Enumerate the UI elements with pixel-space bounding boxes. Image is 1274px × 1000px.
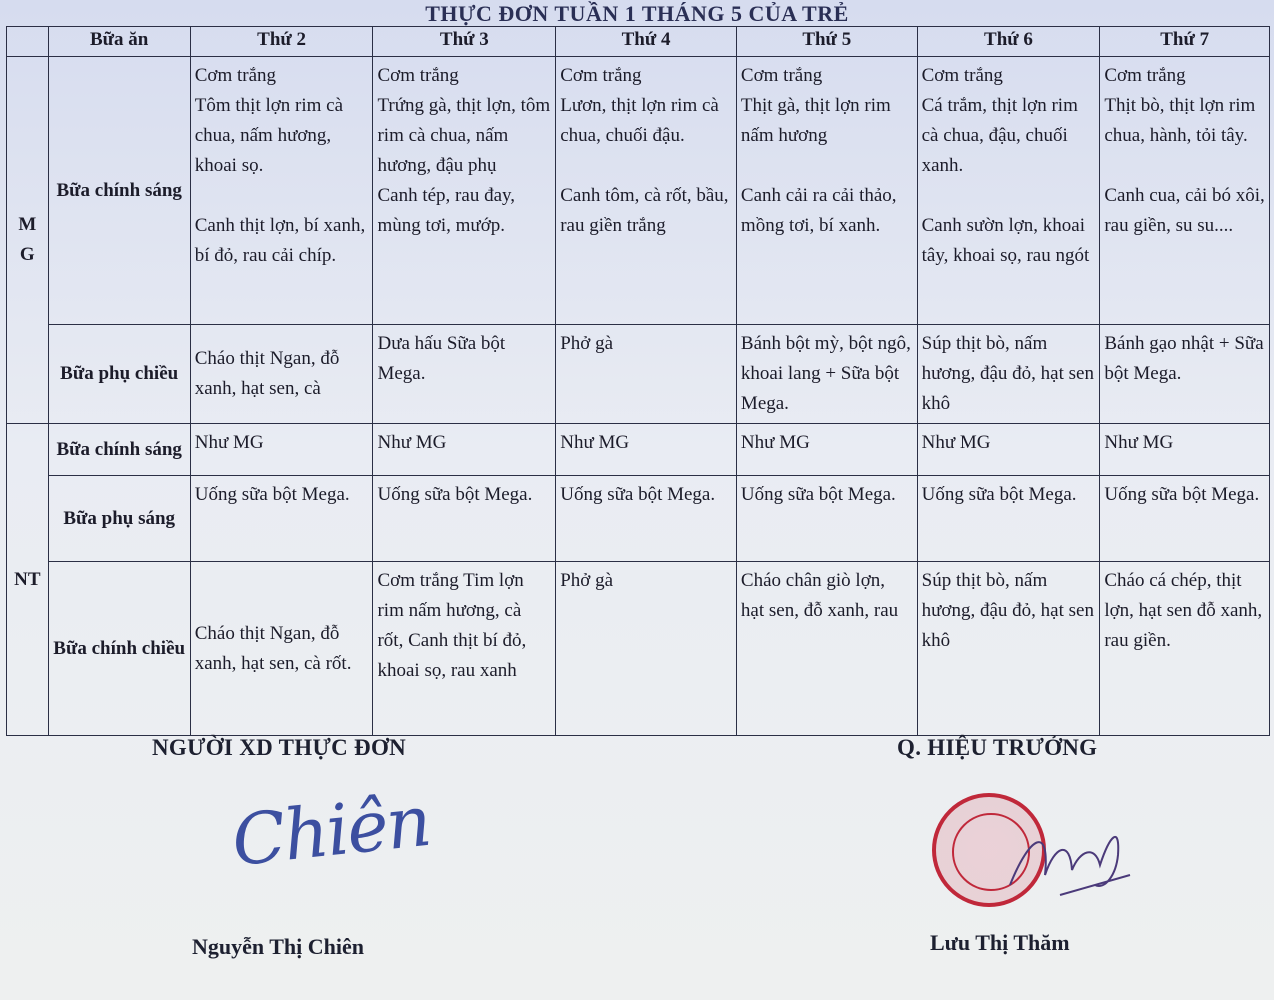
nt-breakfast-row [7, 424, 1270, 476]
page-title: THỰC ĐƠN TUẦN 1 THÁNG 5 CỦA TRẺ [425, 1, 849, 26]
menu-cell: Như MG [1100, 424, 1270, 476]
menu-cell: Cơm trắng Lươn, thịt lợn rim cà chua, chuối đậu. Canh tôm, cà rốt, bầu, rau giền trắng [556, 57, 737, 325]
menu-cell: Như MG [190, 424, 373, 476]
menu-table [6, 26, 1270, 736]
menu-cell: Cơm trắng Thịt gà, thịt lợn rim nấm hương Canh cải ra cải thảo, mồng tơi, bí xanh. [736, 57, 917, 325]
menu-cell: Súp thịt bò, nấm hương, đậu đỏ, hạt sen khô [917, 325, 1100, 424]
menu-cell: Như MG [917, 424, 1100, 476]
menu-cell: Cơm trắng Cá trắm, thịt lợn rim cà chua, đậu, chuối xanh. Canh sườn lợn, khoai tây, khoai sọ, rau ngót [917, 57, 1100, 325]
menu-cell: Dưa hấu Sữa bột Mega. [373, 325, 556, 424]
menu-cell: Cơm trắng Thịt bò, thịt lợn rim chua, hành, tỏi tây. Canh cua, cải bó xôi, rau giền, su su.... [1100, 57, 1270, 325]
header-row [7, 27, 1270, 57]
day-header: Thứ 6 [917, 27, 1100, 57]
menu-cell: Phở gà [556, 562, 737, 736]
menu-cell: Cơm trắng Tôm thịt lợn rim cà chua, nấm hương, khoai sọ. Canh thịt lợn, bí xanh, bí đỏ, rau cải chíp. [190, 57, 373, 325]
menu-cell: Súp thịt bò, nấm hương, đậu đỏ, hạt sen khô [917, 562, 1100, 736]
meal-label: Bữa phụ chiều [48, 325, 190, 424]
menu-cell: Bánh gạo nhật + Sữa bột Mega. [1100, 325, 1270, 424]
author-name: Nguyễn Thị Chiên [192, 934, 364, 959]
group-label-mg: MG [7, 57, 49, 424]
meal-label: Bữa chính chiều [48, 562, 190, 736]
corner-cell [7, 27, 49, 57]
menu-cell: Cơm trắng Trứng gà, thịt lợn, tôm rim cà chua, nấm hương, đậu phụ Canh tép, rau đay, mùng tơi, mướp. [373, 57, 556, 325]
meal-label: Bữa phụ sáng [48, 476, 190, 562]
menu-cell: Uống sữa bột Mega. [1100, 476, 1270, 562]
menu-cell: Bánh bột mỳ, bột ngô, khoai lang + Sữa bột Mega. [736, 325, 917, 424]
principal-signature [1000, 815, 1140, 915]
day-header: Thứ 3 [373, 27, 556, 57]
menu-author-role: NGƯỜI XD THỰC ĐƠN [152, 735, 407, 760]
group-label-nt: NT [7, 424, 49, 736]
nt-snack-row [7, 476, 1270, 562]
menu-cell: Cháo chân giò lợn, hạt sen, đỗ xanh, rau [736, 562, 917, 736]
menu-cell: Uống sữa bột Mega. [917, 476, 1100, 562]
menu-cell: Uống sữa bột Mega. [373, 476, 556, 562]
principal-name: Lưu Thị Thăm [930, 930, 1070, 955]
menu-cell: Uống sữa bột Mega. [190, 476, 373, 562]
menu-cell: Uống sữa bột Mega. [736, 476, 917, 562]
menu-cell: Uống sữa bột Mega. [556, 476, 737, 562]
menu-cell: Như MG [736, 424, 917, 476]
mg-breakfast-row [7, 57, 1270, 325]
menu-cell: Như MG [556, 424, 737, 476]
day-header: Thứ 2 [190, 27, 373, 57]
nt-lunch-row [7, 562, 1270, 736]
menu-cell: Phở gà [556, 325, 737, 424]
menu-cell: Như MG [373, 424, 556, 476]
day-header: Thứ 5 [736, 27, 917, 57]
menu-cell: Cháo cá chép, thịt lợn, hạt sen đỗ xanh, rau giền. [1100, 562, 1270, 736]
principal-role: Q. HIỆU TRƯỞNG [897, 735, 1098, 760]
mg-snack-row [7, 325, 1270, 424]
menu-cell: Cháo thịt Ngan, đỗ xanh, hạt sen, cà [190, 325, 373, 424]
meal-column-header: Bữa ăn [48, 27, 190, 57]
day-header: Thứ 7 [1100, 27, 1270, 57]
meal-label: Bữa chính sáng [48, 424, 190, 476]
day-header: Thứ 4 [556, 27, 737, 57]
author-signature: Chiên [228, 779, 434, 883]
menu-cell: Cháo thịt Ngan, đỗ xanh, hạt sen, cà rốt. [190, 562, 373, 736]
menu-cell: Cơm trắng Tim lợn rim nấm hương, cà rốt, Canh thịt bí đỏ, khoai sọ, rau xanh [373, 562, 556, 736]
meal-label: Bữa chính sáng [48, 57, 190, 325]
